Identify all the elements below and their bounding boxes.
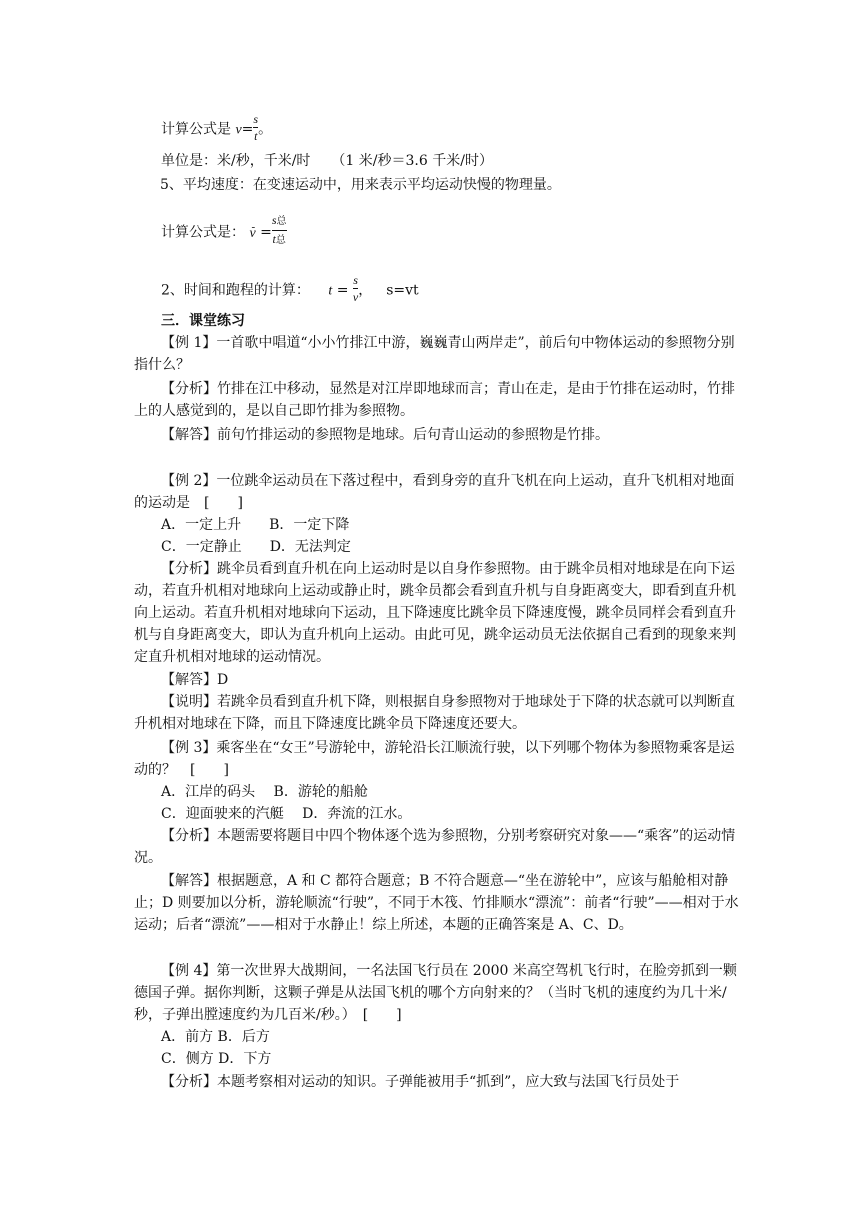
- formula-svt: s=vt: [386, 282, 419, 299]
- section-title: 三．课堂练习: [161, 313, 245, 329]
- average-speed-formula: [161, 215, 287, 250]
- example-3-options-ab: A．江岸的码头 B．游轮的船舱: [161, 784, 368, 800]
- example-4-analysis: 【分析】本题考察相对运动的知识。子弹能被用手“抓到”，应大致与法国飞行员处于: [161, 1074, 680, 1090]
- formula-separator: ，: [358, 282, 373, 299]
- example-3-options-cd: C．迎面驶来的汽艇 D．奔流的江水。: [161, 806, 412, 822]
- formula-prefix: 计算公式是: [161, 121, 231, 138]
- formula-symbol: v: [235, 122, 242, 138]
- example-2-options-cd: C．一定静止 D．无法判定: [161, 539, 351, 555]
- formula-equals: =: [336, 282, 349, 299]
- fraction-denominator: t: [254, 129, 258, 143]
- fraction-numerator: s: [253, 112, 259, 126]
- formula-suffix: 。: [258, 121, 273, 138]
- fraction-numerator: s: [271, 213, 277, 227]
- formula-prefix: 计算公式是：: [161, 224, 245, 241]
- numerator-subscript: 总: [276, 216, 287, 227]
- example-4-question: 【例 4】第一次世界大战期间，一名法国飞行员在 2000 米高空驾机飞行时，在脸旁抓到一颗德国子弹。据你判断，这颗子弹是从法国飞机的哪个方向射来的？（当时飞机的速度约为几十米/秒，子弹出膛速度约为几百米/秒。） [ ]: [134, 963, 737, 1023]
- formula-fraction: [353, 273, 358, 304]
- example-1-question: 【例 1】一首歌中唱道“小小竹排江中游，巍巍青山两岸走”，前后句中物体运动的参照物分别指什么？: [134, 335, 735, 373]
- units-line: 单位是：米/秒，千米/时 （1 米/秒＝3.6 千米/时）: [161, 153, 493, 169]
- example-2-analysis: 【分析】跳伞员看到直升机在向上运动时是以自身作参照物。由于跳伞员相对地球是在向下运动，若直升机相对地球向上运动或静止时，跳伞员都会看到直升机与自身距离变大，即看到直升机向上运动。若直升机相对地球向下运动，且下降速度比跳伞员下降速度慢，跳伞员同样会看到直升机与自身距离变大，即认为直升机向上运动。由此可见，跳伞运动员无法依据自己看到的现象来判定直升机相对地球的运动情况。: [134, 561, 736, 665]
- fraction-denominator: v: [352, 290, 359, 304]
- formula-fraction: [272, 213, 287, 248]
- formula-equals: =: [241, 121, 254, 138]
- fraction-denominator: t: [272, 232, 276, 246]
- example-2-answer: 【解答】D: [161, 672, 229, 688]
- example-2-options-ab: A．一定上升 B．一定下降: [161, 517, 350, 533]
- formula-fraction: [253, 112, 258, 143]
- formula-equals: =: [260, 224, 272, 241]
- example-4-options-cd: C．侧方 D．下方: [161, 1051, 272, 1067]
- example-3-answer: 【解答】根据题意，A 和 C 都符合题意；B 不符合题意—“坐在游轮中”，应该与船舱相对静止；D 则要加以分析，游轮顺流“行驶”，不同于木筏、竹排顺水“漂流”：前者“行驶”——相对于水运动；后者“漂流”——相对于水静止！综上所述，本题的正确答案是 A、C、D。: [134, 873, 739, 933]
- example-1-analysis: 【分析】竹排在江中移动，显然是对江岸即地球而言；青山在走，是由于竹排在运动时，竹排上的人感觉到的，是以自己即竹排为参照物。: [134, 381, 735, 419]
- fraction-numerator: s: [353, 273, 358, 287]
- average-speed-line: 5、平均速度：在变速运动中，用来表示平均运动快慢的物理量。: [160, 177, 561, 193]
- example-1-answer: 【解答】前句竹排运动的参照物是地球。后句青山运动的参照物是竹排。: [161, 427, 609, 443]
- denominator-subscript: 总: [275, 235, 286, 246]
- formula-symbol: t: [328, 283, 333, 299]
- example-3-analysis: 【分析】本题需要将题目中四个物体逐个选为参照物，分别考察研究对象——“乘客”的运动情况。: [134, 828, 736, 866]
- example-2-question: 【例 2】一位跳伞运动员在下落过程中，看到身旁的直升飞机在向上运动，直升飞机相对地面的运动是 [ ]: [134, 473, 735, 511]
- formula-prefix: 2、时间和跑程的计算：: [161, 282, 310, 299]
- example-4-options-ab: A．前方 B．后方: [161, 1029, 270, 1045]
- time-distance-formula: [161, 275, 419, 306]
- example-2-note: 【说明】若跳伞员看到直升机下降，则根据自身参照物对于地球处于下降的状态就可以判断直升机相对地球在下降，而且下降速度比跳伞员下降速度还要大。: [134, 694, 735, 732]
- speed-formula: [161, 114, 272, 145]
- example-3-question: 【例 3】乘客坐在“女王”号游轮中，游轮沿长江顺流行驶，以下列哪个物体为参照物乘客是运动的？ [ ]: [134, 740, 735, 778]
- formula-symbol: - v: [249, 226, 255, 241]
